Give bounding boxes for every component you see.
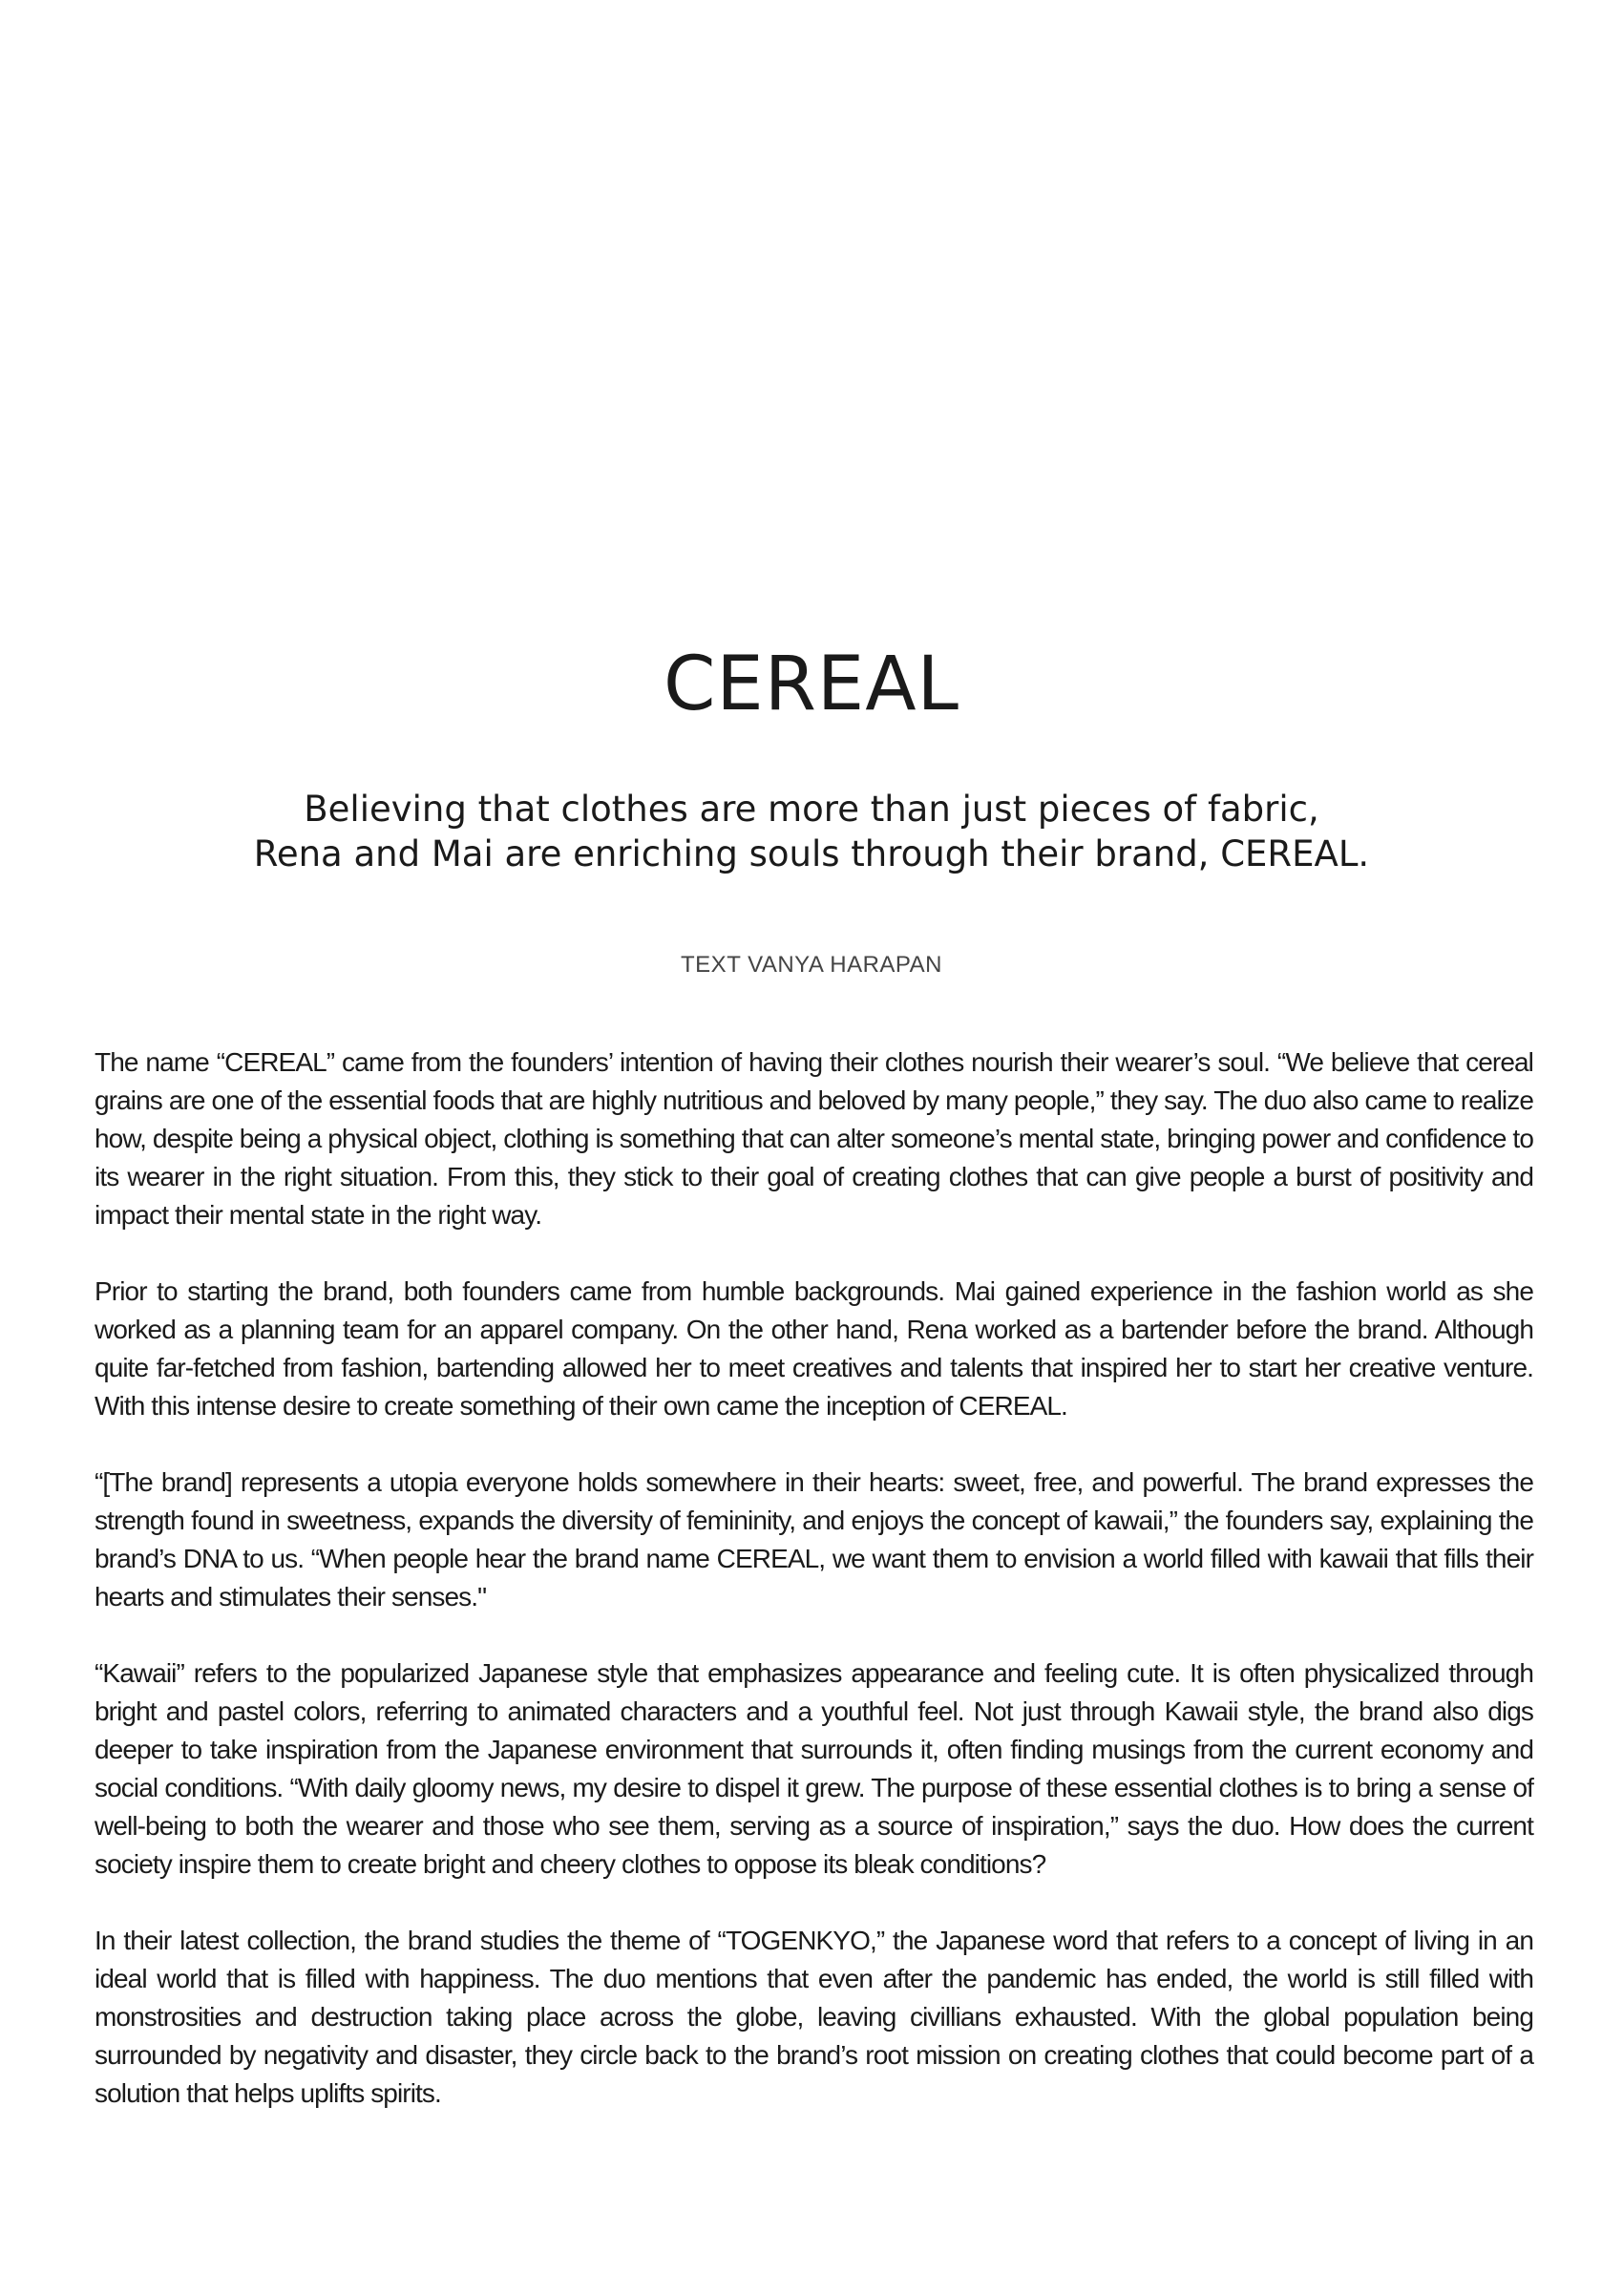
article-body [95, 1043, 1533, 2113]
subtitle-line: Believing that clothes are more than just pieces of fabric, [304, 789, 1319, 830]
article-subtitle [0, 787, 1623, 876]
body-paragraph: In their latest collection, the brand studies the theme of “TOGENKYO,” the Japanese word that refers to a concept of living in an ideal world that is filled with happiness. The duo mentions that even after the pandemic has ended, the world is still filled with monstrosities and destruction taking place across the globe, leaving civillians exhausted. With the global population being surrounded by negativity and disaster, they circle back to the brand’s root mission on creating clothes that could become part of a solution that helps uplifts spirits. [95, 1926, 1533, 2108]
author-credit: TEXT VANYA HARAPAN [681, 952, 942, 978]
body-paragraph: “[The brand] represents a utopia everyone holds somewhere in their hearts: sweet, free, and powerful. The brand expresses the strength found in sweetness, expands the diversity of femininity, and enjoys the concept of kawaii,” the founders say, explaining the brand’s DNA to us. “When people hear the brand name CEREAL, we want them to envision a world filled with kawaii that fills their hearts and stimulates their senses." [95, 1467, 1533, 1611]
subtitle-line: Rena and Mai are enriching souls through their brand, CEREAL. [253, 833, 1370, 874]
body-paragraph: Prior to starting the brand, both founders came from humble backgrounds. Mai gained experience in the fashion world as she worked as a planning team for an apparel company. On the other hand, Rena worked as a bartender before the brand. Although quite far-fetched from fashion, bartending allowed her to meet creatives and talents that inspired her to start her creative venture. With this intense desire to create something of their own came the inception of CEREAL. [95, 1276, 1533, 1421]
body-paragraph: The name “CEREAL” came from the founders’ intention of having their clothes nourish their wearer’s soul. “We believe that cereal grains are one of the essential foods that are highly nutritious and beloved by many people,” they say. The duo also came to realize how, despite being a physical object, clothing is something that can alter someone’s mental state, bringing power and confidence to its wearer in the right situation. From this, they stick to their goal of creating clothes that can give people a burst of positivity and impact their mental state in the right way. [95, 1047, 1533, 1230]
body-paragraph: “Kawaii” refers to the popularized Japanese style that emphasizes appearance and feeling cute. It is often physicalized through bright and pastel colors, referring to animated characters and a youthful feel. Not just through Kawaii style, the brand also digs deeper to take inspiration from the Japanese environment that surrounds it, often finding musings from the current economy and social conditions. “With daily gloomy news, my desire to dispel it grew. The purpose of these essential clothes is to bring a sense of well-being to both the wearer and those who see them, serving as a source of inspiration,” says the duo. How does the current society inspire them to create bright and cheery clothes to oppose its bleak conditions? [95, 1658, 1533, 1879]
article-title: CEREAL [663, 642, 960, 727]
